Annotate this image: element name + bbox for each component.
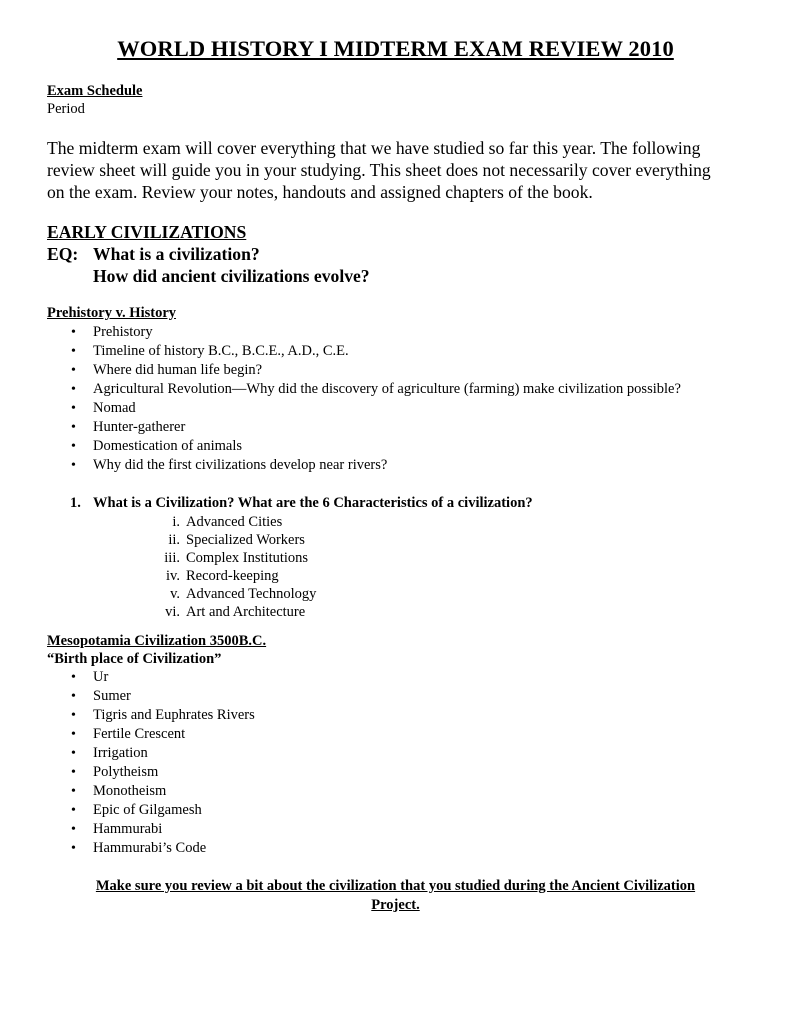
list-item: • Epic of Gilgamesh	[47, 801, 255, 820]
footer-line: Make sure you review a bit about the civilization that you studied during the Ancient Civilization	[95, 878, 696, 894]
list-item	[172, 513, 316, 531]
eq-label: EQ:	[47, 244, 79, 264]
intro-paragraph	[47, 137, 747, 203]
intro-line: review sheet will guide you in your studying. This sheet does not necessarily cover everything	[47, 160, 711, 180]
list-item-number: iv.	[166, 568, 180, 584]
list-item: • Hunter-gatherer	[47, 418, 681, 437]
list-item-text: Specialized Workers	[186, 532, 305, 548]
list-item-number: i.	[172, 514, 180, 530]
list-item: • Nomad	[47, 399, 681, 418]
list-item: • Polytheism	[47, 763, 255, 782]
list-item	[164, 549, 316, 567]
question-number: 1.	[70, 495, 81, 511]
exam-schedule-heading: Exam Schedule	[47, 83, 143, 99]
list-item-text: Record-keeping	[186, 568, 279, 584]
period-label: Period	[47, 101, 85, 117]
prehistory-heading: Prehistory v. History	[47, 305, 177, 321]
list-item-text: Complex Institutions	[186, 550, 309, 566]
list-item-number: v.	[170, 586, 180, 602]
list-item: • Agricultural Revolution—Why did the discovery of agriculture (farming) make civilization possible?	[47, 380, 681, 399]
intro-line: The midterm exam will cover everything that we have studied so far this year. The following	[47, 138, 701, 158]
mesopotamia-heading: Mesopotamia Civilization 3500B.C.	[47, 633, 267, 649]
list-item-text: Art and Architecture	[186, 604, 306, 620]
list-item: • Where did human life begin?	[47, 361, 681, 380]
list-item	[166, 567, 316, 585]
list-item: • Timeline of history B.C., B.C.E., A.D., C.E.	[47, 342, 681, 361]
list-item-text: Advanced Technology	[186, 586, 317, 602]
list-item	[168, 531, 316, 549]
list-item	[170, 585, 317, 603]
list-item-text: Advanced Cities	[186, 514, 283, 530]
list-item-number: iii.	[164, 550, 180, 566]
intro-line: on the exam. Review your notes, handouts and assigned chapters of the book.	[47, 182, 593, 202]
mesopotamia-list	[47, 668, 255, 858]
list-item-number: ii.	[168, 532, 180, 548]
list-item: • Fertile Crescent	[47, 725, 255, 744]
list-item: • Ur	[47, 668, 255, 687]
list-item-number: vi.	[165, 604, 180, 620]
list-item: • Prehistory	[47, 323, 681, 342]
list-item: • Hammurabi’s Code	[47, 839, 255, 858]
list-item: • Sumer	[47, 687, 255, 706]
characteristics-list	[164, 513, 317, 621]
section-heading: EARLY CIVILIZATIONS	[47, 222, 247, 242]
list-item: • Monotheism	[47, 782, 255, 801]
list-item: • Why did the first civilizations develop near rivers?	[47, 456, 681, 475]
footer-line: Project.	[371, 897, 420, 913]
mesopotamia-subheading: “Birth place of Civilization”	[47, 651, 222, 667]
list-item: • Hammurabi	[47, 820, 255, 839]
eq-question: How did ancient civilizations evolve?	[93, 266, 370, 286]
list-item	[165, 603, 316, 621]
list-item: • Irrigation	[47, 744, 255, 763]
list-item: • Tigris and Euphrates Rivers	[47, 706, 255, 725]
page-title: WORLD HISTORY I MIDTERM EXAM REVIEW 2010	[117, 36, 674, 61]
eq-question: What is a civilization?	[93, 244, 260, 264]
question-text: What is a Civilization? What are the 6 Characteristics of a civilization?	[93, 495, 533, 511]
footer-note	[60, 877, 731, 915]
list-item: • Domestication of animals	[47, 437, 681, 456]
prehistory-list	[47, 323, 681, 475]
